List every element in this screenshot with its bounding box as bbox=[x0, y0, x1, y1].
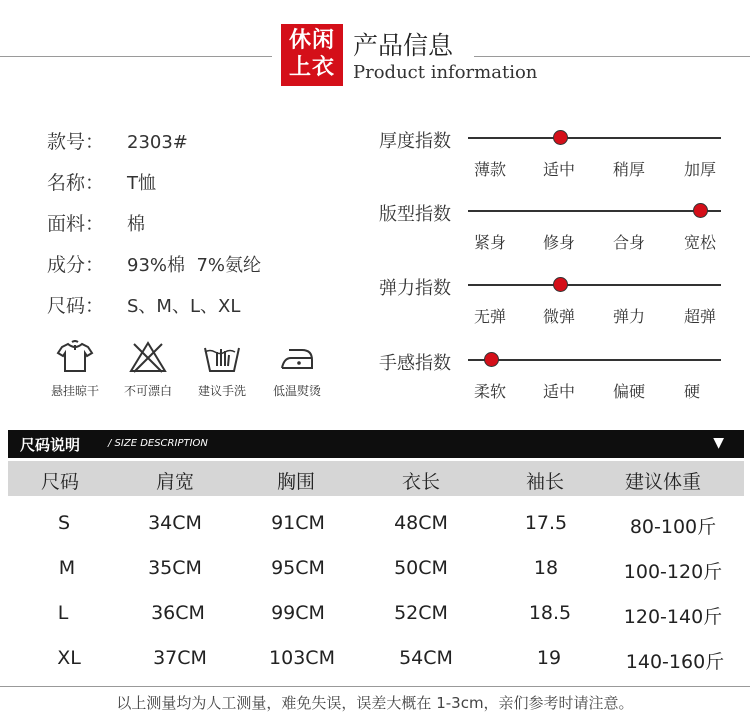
spec-label: 成分： bbox=[47, 254, 105, 276]
table-cell: 95CM bbox=[271, 557, 325, 579]
table-cell: 17.5 bbox=[524, 512, 568, 534]
table-cell: 18 bbox=[533, 557, 559, 579]
spec-value: 93%棉 7%氨纶 bbox=[127, 255, 262, 276]
size-section-subtitle: / SIZE DESCRIPTION bbox=[108, 438, 208, 449]
fit-index-marker bbox=[693, 203, 708, 218]
table-cell: 99CM bbox=[271, 602, 325, 624]
table-cell: 48CM bbox=[394, 512, 448, 534]
care-no-bleach bbox=[113, 340, 183, 399]
table-cell: 34CM bbox=[148, 512, 202, 534]
no-bleach-icon bbox=[128, 340, 168, 374]
spec-value: S、M、L、XL bbox=[127, 296, 241, 317]
column-header: 袖长 bbox=[525, 471, 564, 493]
elasticity-option: 弹力 bbox=[613, 307, 646, 326]
spec-label: 尺码： bbox=[47, 295, 105, 317]
feel-index-track bbox=[468, 359, 721, 361]
elasticity-option: 超弹 bbox=[684, 307, 717, 326]
elasticity-index-track bbox=[468, 284, 721, 286]
thickness-option: 适中 bbox=[543, 160, 576, 179]
page-title: 产品信息 bbox=[353, 31, 454, 60]
table-cell: 19 bbox=[536, 647, 562, 669]
fit-option: 修身 bbox=[543, 233, 576, 252]
table-cell: 100-120斤 bbox=[623, 561, 723, 583]
table-cell: 52CM bbox=[394, 602, 448, 624]
thickness-option: 薄款 bbox=[474, 160, 507, 179]
spec-fabric bbox=[47, 209, 145, 236]
table-cell: 54CM bbox=[399, 647, 453, 669]
table-cell: M bbox=[58, 557, 76, 579]
spec-label: 名称： bbox=[47, 172, 105, 194]
thickness-index-marker bbox=[553, 130, 568, 145]
care-hand-wash bbox=[187, 340, 257, 399]
feel-option: 硬 bbox=[684, 382, 701, 401]
header-line-left bbox=[0, 56, 272, 57]
care-label: 不可漂白 bbox=[123, 384, 172, 398]
table-cell: XL bbox=[57, 647, 81, 669]
spec-label: 面料： bbox=[47, 213, 105, 235]
column-header: 尺码 bbox=[40, 471, 79, 493]
care-label: 低温熨烫 bbox=[272, 384, 321, 398]
spec-value: 2303# bbox=[127, 132, 188, 153]
size-section-title: 尺码说明 bbox=[20, 436, 81, 454]
feel-option: 柔软 bbox=[474, 382, 507, 401]
spec-style-number bbox=[47, 127, 188, 154]
elasticity-option: 微弹 bbox=[543, 307, 576, 326]
low-temp-iron-icon bbox=[277, 340, 317, 374]
column-header: 衣长 bbox=[401, 471, 440, 493]
care-low-temp-iron bbox=[262, 340, 332, 399]
care-label: 建议手洗 bbox=[197, 384, 246, 398]
column-header: 肩宽 bbox=[155, 471, 194, 493]
table-cell: L bbox=[57, 602, 69, 624]
spec-name bbox=[47, 168, 156, 195]
measurement-note: 以上测量均为人工测量，难免失误，误差大概在 1-3cm，亲们参考时请注意。 bbox=[116, 694, 634, 712]
hang-dry-icon bbox=[55, 340, 95, 374]
spec-value: T恤 bbox=[127, 173, 156, 194]
fit-option: 宽松 bbox=[684, 233, 717, 252]
table-cell: 80-100斤 bbox=[629, 516, 717, 538]
page-subtitle: Product information bbox=[353, 62, 538, 83]
feel-index-title: 手感指数 bbox=[379, 353, 451, 374]
footer-divider bbox=[0, 686, 750, 687]
badge-line1: 休闲 bbox=[288, 28, 335, 53]
thickness-index-track bbox=[468, 137, 721, 139]
care-label: 悬挂晾干 bbox=[50, 384, 99, 398]
spec-composition bbox=[47, 250, 261, 277]
fit-option: 紧身 bbox=[474, 233, 507, 252]
fit-index-track bbox=[468, 210, 721, 212]
badge-line2: 上衣 bbox=[288, 55, 335, 80]
header-line-right bbox=[474, 56, 750, 57]
table-cell: 36CM bbox=[151, 602, 205, 624]
elasticity-index-marker bbox=[553, 277, 568, 292]
feel-index-marker bbox=[484, 352, 499, 367]
spec-sizes bbox=[47, 291, 240, 318]
table-cell: S bbox=[57, 512, 71, 534]
column-header: 建议体重 bbox=[624, 471, 701, 493]
collapse-arrow-icon[interactable]: ▼ bbox=[713, 435, 724, 451]
feel-option: 适中 bbox=[543, 382, 576, 401]
table-cell: 103CM bbox=[269, 647, 335, 669]
fit-option: 合身 bbox=[613, 233, 646, 252]
table-cell: 140-160斤 bbox=[625, 651, 725, 673]
spec-value: 棉 bbox=[127, 214, 145, 235]
thickness-index-title: 厚度指数 bbox=[379, 131, 451, 152]
feel-option: 偏硬 bbox=[613, 382, 646, 401]
hand-wash-icon bbox=[202, 340, 242, 374]
table-cell: 35CM bbox=[148, 557, 202, 579]
elasticity-option: 无弹 bbox=[474, 307, 507, 326]
size-description-bar bbox=[8, 430, 744, 458]
column-header: 胸围 bbox=[276, 471, 315, 493]
care-hang-dry bbox=[40, 340, 110, 399]
thickness-option: 稍厚 bbox=[613, 160, 646, 179]
table-cell: 18.5 bbox=[528, 602, 572, 624]
table-cell: 37CM bbox=[153, 647, 207, 669]
table-cell: 91CM bbox=[271, 512, 325, 534]
fit-index-title: 版型指数 bbox=[379, 204, 451, 225]
category-badge bbox=[281, 24, 343, 86]
table-cell: 50CM bbox=[394, 557, 448, 579]
thickness-option: 加厚 bbox=[684, 160, 717, 179]
spec-label: 款号： bbox=[47, 131, 105, 153]
table-cell: 120-140斤 bbox=[623, 606, 723, 628]
elasticity-index-title: 弹力指数 bbox=[379, 278, 451, 299]
